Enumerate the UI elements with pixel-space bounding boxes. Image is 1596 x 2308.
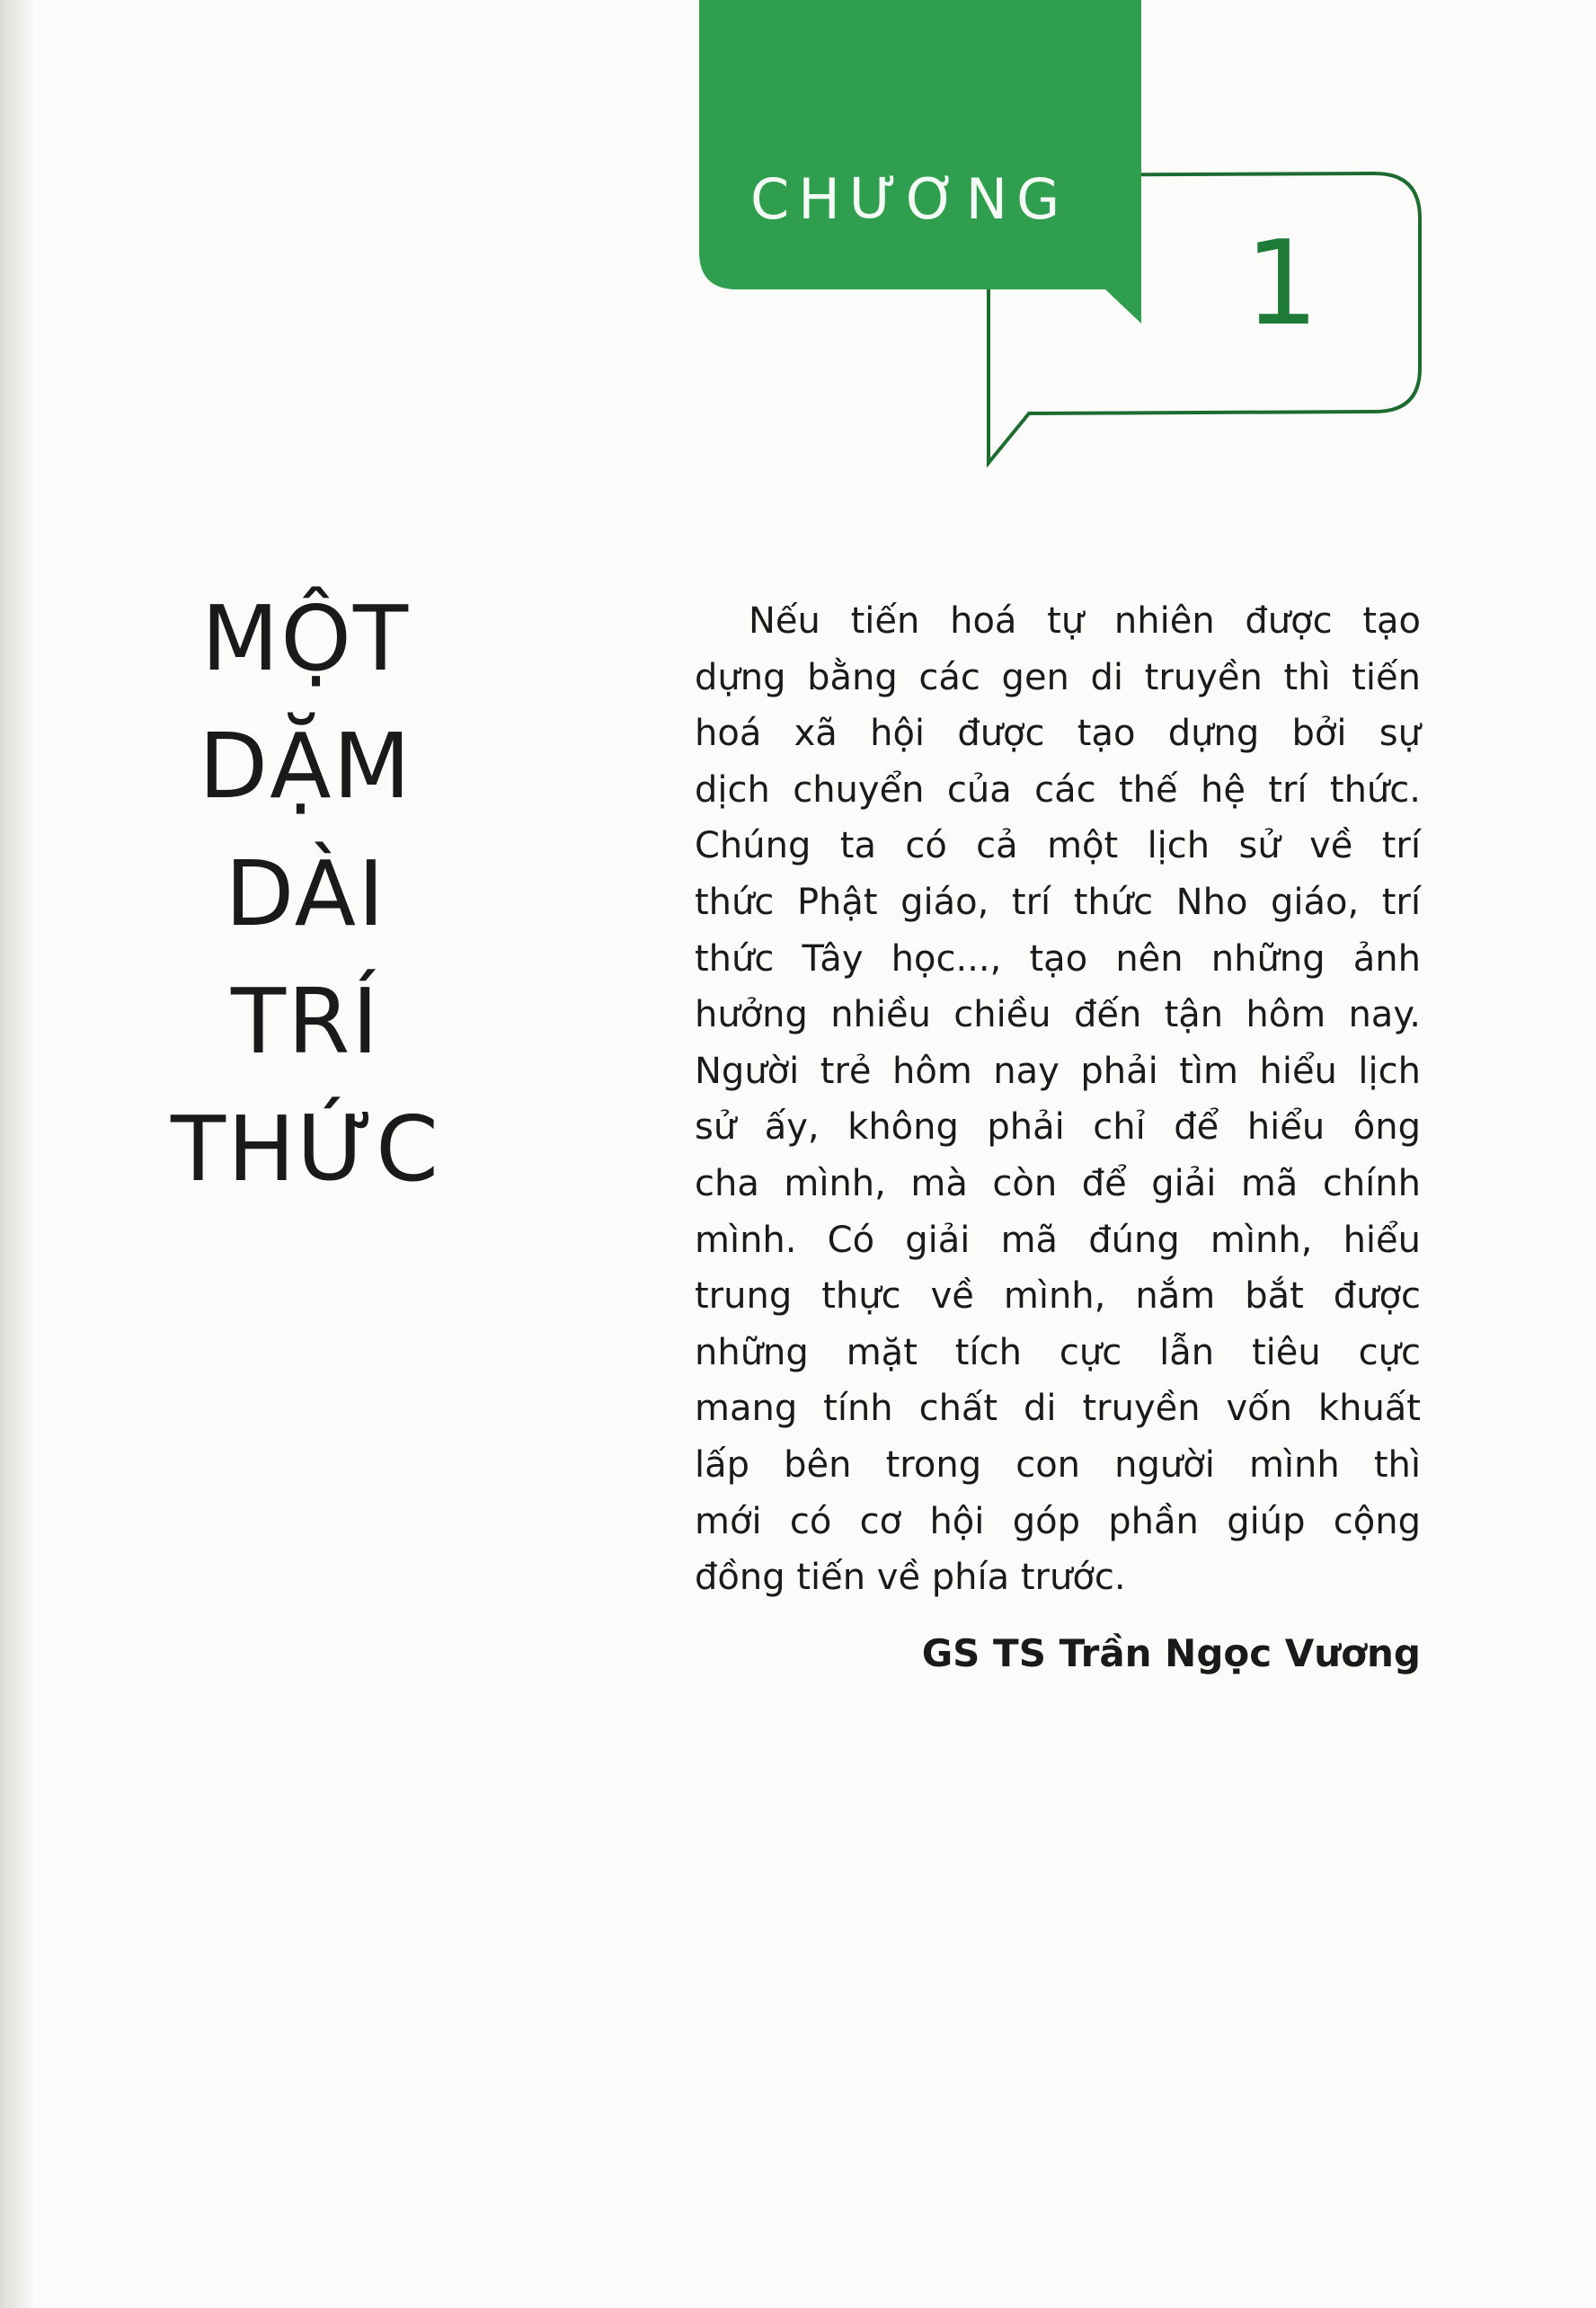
title-line: DÀI [225,841,386,946]
body-line: mình. Có giải mã đúng mình, hiểu [695,1219,1421,1261]
body-line: thức Tây học..., tạo nên những ảnh [695,937,1421,980]
body-line: hưởng nhiều chiều đến tận hôm nay. [695,994,1421,1036]
chapter-number: 1 [1245,215,1319,351]
chapter-bubbles-graphic [0,0,1596,503]
body-line: sử ấy, không phải chỉ để hiểu ông [695,1106,1421,1149]
body-line: cha mình, mà còn để giải mã chính [695,1162,1421,1204]
body-line: trung thực về mình, nắm bắt được [695,1275,1421,1318]
body-line: dịch chuyển của các thế hệ trí thức. [695,768,1421,811]
body-line: đồng tiến về phía trước. [695,1557,1126,1599]
chapter-label: CHƯƠNG [750,166,1069,232]
chapter-title [126,575,485,1213]
green-speech-bubble [699,0,1141,324]
body-line: mới có cơ hội góp phần giúp cộng [695,1500,1421,1542]
title-line: THỨC [171,1096,440,1202]
body-line: lấp bên trong con người mình thì [695,1443,1421,1486]
body-line: Người trẻ hôm nay phải tìm hiểu lịch [695,1050,1421,1092]
title-line: TRÍ [230,969,381,1074]
quote-body [695,593,1421,1606]
body-line: Chúng ta có cả một lịch sử về trí [695,825,1421,867]
quote-author: GS TS Trần Ngọc Vương [921,1631,1421,1675]
title-line: MỘT [200,586,411,691]
body-line: thức Phật giáo, trí thức Nho giáo, trí [695,881,1421,923]
body-line: mang tính chất di truyền vốn khuất [695,1388,1421,1430]
body-line: những mặt tích cực lẫn tiêu cực [695,1331,1421,1373]
body-line: dựng bằng các gen di truyền thì tiến [695,656,1421,698]
body-line: Nếu tiến hoá tự nhiên được tạo [749,600,1421,642]
body-line: hoá xã hội được tạo dựng bởi sự [695,713,1421,755]
title-line: DẶM [199,714,412,819]
